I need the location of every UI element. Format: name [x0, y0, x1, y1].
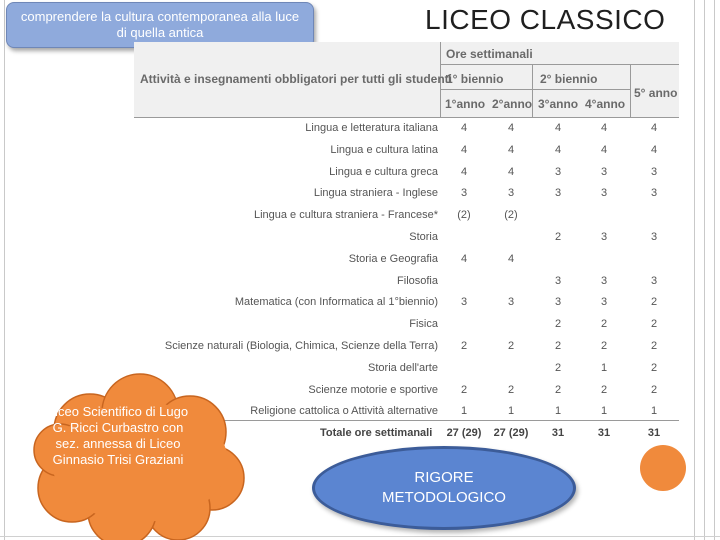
- total-cell: 31: [597, 427, 611, 439]
- table-cell: 3: [600, 274, 608, 287]
- table-cell: 4: [650, 143, 658, 156]
- frame-line-right-2: [704, 0, 705, 540]
- header-ore-settimanali: Ore settimanali: [446, 47, 533, 61]
- table-cell: 3: [460, 296, 468, 309]
- table-cell: 4: [507, 143, 515, 156]
- table-cell: 4: [600, 122, 608, 134]
- table-cell: 3: [554, 187, 562, 200]
- table-cell: 1: [507, 405, 515, 418]
- table-cell: 3: [600, 296, 608, 309]
- orange-circle-decoration: [640, 445, 686, 491]
- header-primo-biennio: 1° biennio: [446, 72, 504, 86]
- table-cell: 2: [507, 340, 515, 352]
- table-cell: 1: [650, 405, 658, 418]
- table-cell: 3: [554, 165, 562, 178]
- table-cell: 1: [600, 361, 608, 374]
- row-label: Storia e Geografia: [348, 252, 438, 265]
- table-cell: (2): [457, 209, 471, 222]
- row-label: Storia: [409, 231, 438, 243]
- table-cell: 4: [507, 122, 515, 134]
- table-cell: 2: [460, 340, 468, 352]
- table-cell: 2: [600, 383, 608, 396]
- table-cell: 4: [650, 122, 658, 134]
- total-cell: 31: [551, 427, 565, 439]
- total-cell: 27 (29): [446, 427, 482, 439]
- table-cell: 4: [460, 252, 468, 265]
- table-cell: 4: [507, 252, 515, 265]
- table-cell: 3: [554, 274, 562, 287]
- table-cell: 4: [507, 165, 515, 178]
- row-label: Fisica: [409, 318, 438, 331]
- frame-line-right-1: [694, 0, 695, 540]
- table-cell: 1: [600, 405, 608, 418]
- table-cell: 4: [460, 122, 468, 134]
- row-label: Lingua e cultura greca: [329, 165, 438, 178]
- table-cell: 2: [507, 383, 515, 396]
- table-cell: 2: [650, 296, 658, 309]
- table-cell: 1: [460, 405, 468, 418]
- table-cell: 2: [650, 340, 658, 352]
- table-cell: 3: [507, 187, 515, 200]
- header-attivita: Attività e insegnamenti obbligatori per tutti gli studenti: [140, 72, 453, 86]
- oval-line-2: METODOLOGICO: [382, 489, 506, 506]
- table-cell: 2: [650, 361, 658, 374]
- header-bottom-line: [134, 117, 679, 118]
- table-cell: 3: [650, 187, 658, 200]
- header-mid-line: [440, 89, 630, 90]
- table-cell: 2: [554, 361, 562, 374]
- table-cell: 2: [650, 383, 658, 396]
- table-cell: 4: [554, 122, 562, 134]
- row-label: Lingua straniera - Inglese: [313, 187, 438, 200]
- header-year-3: 3°anno: [538, 97, 579, 111]
- table-cell: 2: [600, 340, 608, 352]
- rigore-metodologico-oval: [312, 446, 576, 530]
- table-cell: 3: [600, 165, 608, 178]
- row-label: Scienze naturali (Biologia, Chimica, Scienze della Terra): [164, 340, 438, 352]
- table-cell: 3: [554, 296, 562, 309]
- row-label: Lingua e letteratura italiana: [305, 122, 438, 134]
- table-cell: 1: [554, 405, 562, 418]
- table-cell: 3: [460, 187, 468, 200]
- header-year-2: 2°anno: [492, 97, 533, 111]
- page-title: LICEO CLASSICO: [425, 4, 666, 35]
- table-cell: 4: [460, 143, 468, 156]
- table-cell: 2: [650, 318, 658, 331]
- table-cell: 4: [600, 143, 608, 156]
- row-label: Storia dell'arte: [368, 361, 438, 374]
- total-label: Totale ore settimanali: [320, 427, 433, 439]
- header-year-4: 4°anno: [585, 97, 626, 111]
- table-cell: 3: [650, 274, 658, 287]
- header-vline-2: [532, 64, 533, 118]
- row-label: Religione cattolica o Attività alternative: [250, 405, 438, 418]
- table-cell: 3: [507, 296, 515, 309]
- total-cell: 27 (29): [493, 427, 529, 439]
- table-cell: 4: [460, 165, 468, 178]
- table-cell: 3: [600, 187, 608, 200]
- table-cell: (2): [504, 209, 518, 222]
- table-cell: 2: [554, 340, 562, 352]
- table-cell: 2: [554, 383, 562, 396]
- header-quinto-anno: 5° anno: [634, 86, 678, 100]
- header-year-1: 1°anno: [445, 97, 486, 111]
- row-label: Scienze motorie e sportive: [308, 383, 438, 396]
- row-label: Lingua e cultura latina: [330, 143, 438, 156]
- table-cell: 3: [650, 165, 658, 178]
- cloud-text: Liceo Scientifico di Lugo G. Ricci Curbastro con sez. annessa di Liceo Ginnasio Trisi Graziani: [47, 404, 189, 467]
- table-cell: 3: [600, 231, 608, 243]
- table-cell: 3: [650, 231, 658, 243]
- row-label: Lingua e cultura straniera - Francese*: [253, 209, 438, 222]
- header-secondo-biennio: 2° biennio: [540, 72, 598, 86]
- table-cell: 2: [554, 318, 562, 331]
- table-cell: 2: [554, 231, 562, 243]
- row-label: Filosofia: [397, 274, 438, 287]
- table-cell: 2: [460, 383, 468, 396]
- frame-line-right-3: [714, 0, 715, 540]
- caption-text: comprendere la cultura contemporanea alla luce di quella antica: [20, 9, 300, 40]
- header-vline-3: [630, 64, 631, 118]
- header-top-line: [440, 64, 679, 65]
- table-cell: 4: [554, 143, 562, 156]
- frame-line-left: [4, 0, 5, 540]
- table-cell: 2: [600, 318, 608, 331]
- oval-line-1: RIGORE: [414, 469, 474, 486]
- row-label: Matematica (con Informatica al 1°biennio): [234, 296, 438, 309]
- total-cell: 31: [647, 427, 661, 439]
